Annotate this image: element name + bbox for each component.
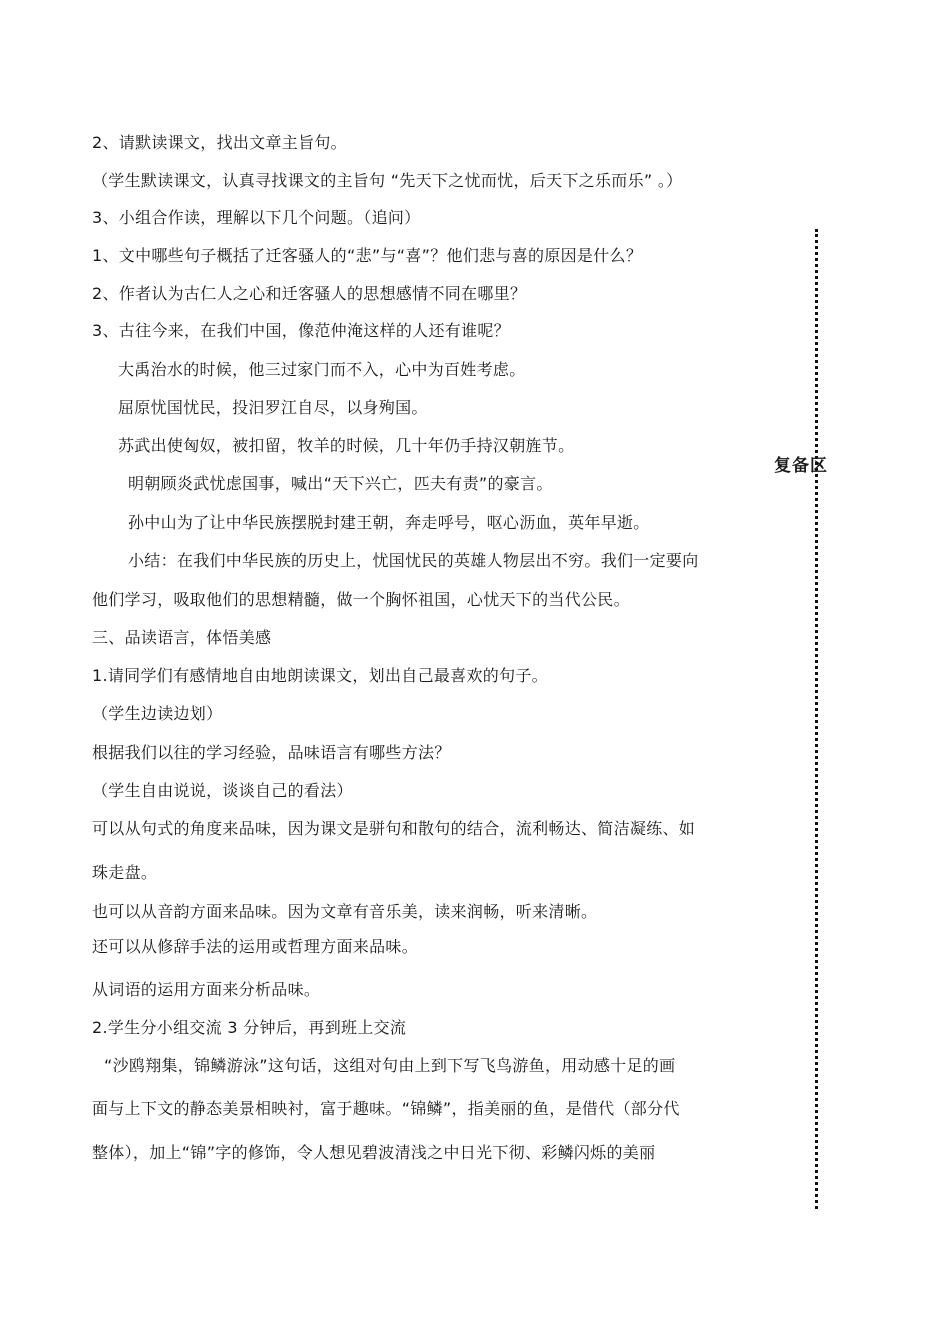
- text-line: 2.学生分小组交流 3 分钟后，再到班上交流: [92, 1018, 407, 1037]
- text-line: 1、文中哪些句子概括了迁客骚人的“悲”与“喜”？他们悲与喜的原因是什么？: [92, 246, 643, 265]
- text-line: 也可以从音韵方面来品味。因为文章有音乐美，读来润畅，听来清晰。: [92, 902, 598, 921]
- text-line: 他们学习，吸取他们的思想精髓，做一个胸怀祖国，心忧天下的当代公民。: [92, 590, 630, 609]
- text-line: 3、小组合作读，理解以下几个问题。（追问）: [92, 208, 421, 227]
- text-line: （学生默读课文，认真寻找课文的主旨句 “先天下之忧而忧，后天下之乐而乐” 。）: [92, 171, 683, 190]
- text-line: 从词语的运用方面来分析品味。: [92, 980, 321, 999]
- text-line: 3、古往今来，在我们中国，像范仲淹这样的人还有谁呢？: [92, 321, 510, 340]
- text-line: 屈原忧国忧民，投汨罗江自尽，以身殉国。: [118, 398, 428, 417]
- text-line: 1.请同学们有感情地自由地朗读课文，划出自己最喜欢的句子。: [92, 666, 548, 685]
- text-line: 珠走盘。: [92, 863, 158, 882]
- text-line: 2、请默读课文，找出文章主旨句。: [92, 133, 347, 152]
- margin-label: 复备区: [774, 456, 828, 476]
- text-line: 整体），加上“锦”字的修饰，令人想见碧波清浅之中日光下彻、彩鳞闪烁的美丽: [92, 1143, 656, 1162]
- text-line: 孙中山为了让中华民族摆脱封建王朝，奔走呼号，呕心沥血，英年早逝。: [128, 513, 650, 532]
- text-line: （学生自由说说，谈谈自己的看法）: [92, 781, 353, 800]
- text-line: （学生边读边划）: [92, 704, 223, 723]
- text-line: 小结：在我们中华民族的历史上，忧国忧民的英雄人物层出不穷。我们一定要向: [128, 551, 699, 570]
- text-line: 还可以从修辞手法的运用或哲理方面来品味。: [92, 937, 419, 956]
- text-line: 可以从句式的角度来品味，因为课文是骈句和散句的结合，流利畅达、简洁凝练、如: [92, 819, 696, 838]
- text-line: 大禹治水的时候，他三过家门而不入，心中为百姓考虑。: [118, 360, 526, 379]
- text-line: “沙鸥翔集，锦鳞游泳”这句话，这组对句由上到下写飞鸟游鱼，用动感十足的画: [104, 1056, 676, 1075]
- margin-dotted-divider: [815, 229, 818, 1209]
- text-line: 明朝顾炎武忧虑国事，喊出“天下兴亡，匹夫有责”的豪言。: [128, 474, 553, 493]
- text-line: 2、作者认为古仁人之心和迁客骚人的思想感情不同在哪里？: [92, 284, 527, 303]
- text-line: 面与上下文的静态美景相映衬，富于趣味。“锦鳞”，指美丽的鱼，是借代（部分代: [92, 1099, 680, 1118]
- section-heading: 三、品读语言，体悟美感: [92, 628, 272, 647]
- text-line: 根据我们以往的学习经验，品味语言有哪些方法？: [92, 743, 451, 762]
- text-line: 苏武出使匈奴，被扣留，牧羊的时候，几十年仍手持汉朝旌节。: [118, 436, 575, 455]
